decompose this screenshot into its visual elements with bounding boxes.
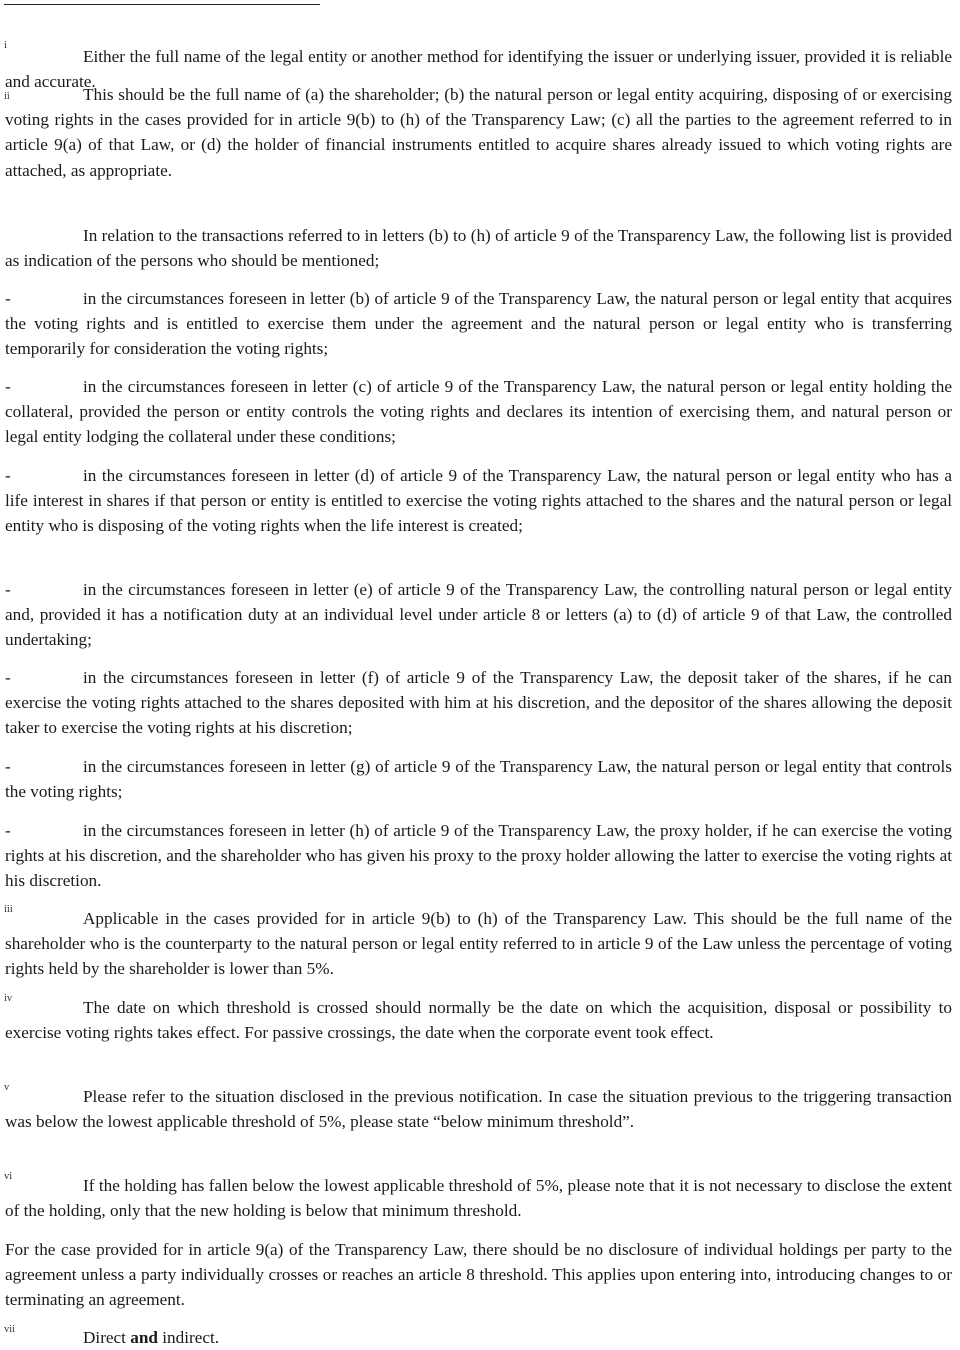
bullet-letter-d bbox=[5, 463, 952, 539]
footnote-v-text: Please refer to the situation disclosed in the previous notification. In case the situation previous to the triggering transaction was below the lowest applicable threshold of 5%, please state “below minimum threshold”. bbox=[5, 1087, 952, 1132]
bullet-text: in the circumstances foreseen in letter (e) of article 9 of the Transparency Law, the controlling natural person or legal entity and, provided it has a notification duty at an individual level under article 8 or letters (a) to (d) of article 9 of that Law, the controlled undertaking; bbox=[5, 580, 952, 650]
footnote-marker-iii: iii bbox=[4, 904, 13, 915]
bullet-dash: - bbox=[5, 377, 11, 396]
bullet-dash: - bbox=[5, 668, 11, 687]
footnote-marker-ii: ii bbox=[4, 91, 10, 102]
footnote-marker-v: v bbox=[4, 1082, 10, 1093]
footnote-vi-text: If the holding has fallen below the lowest applicable threshold of 5%, please note that it is not necessary to disclose the extent of the holding, only that the new holding is below that minimum threshold. bbox=[5, 1176, 952, 1221]
bullet-text: in the circumstances foreseen in letter (f) of article 9 of the Transparency Law, the deposit taker of the shares, if he can exercise the voting rights attached to the shares deposited with him at his discretion, and the depositor of the shares allowing the deposit taker to exercise the voting rights at his discretion; bbox=[5, 668, 952, 738]
bullet-letter-f bbox=[5, 665, 952, 741]
agreement-disclosure-note: For the case provided for in article 9(a) of the Transparency Law, there should be no disclosure of individual holdings per party to the agreement unless a party individually crosses or reaches an article 8 threshold. This applies upon entering into, introducing changes to or terminating an agreement. bbox=[5, 1240, 952, 1310]
footnote-i-text: Either the full name of the legal entity or another method for identifying the issuer or underlying issuer, provided it is reliable and accurate. bbox=[5, 47, 952, 92]
footnote-vii-bold: and bbox=[130, 1328, 158, 1347]
bullet-letter-b bbox=[5, 286, 952, 362]
footnote-marker-iv: iv bbox=[4, 993, 13, 1004]
relation-intro-paragraph: In relation to the transactions referred to in letters (b) to (h) of article 9 of the Transparency Law, the following list is provided as indication of the persons who should be mentioned; bbox=[5, 226, 952, 271]
bullet-dash: - bbox=[5, 821, 11, 840]
footnote-marker-vi: vi bbox=[4, 1171, 13, 1182]
bullet-letter-e bbox=[5, 577, 952, 653]
bullet-dash: - bbox=[5, 580, 11, 599]
footnote-vii-after: indirect. bbox=[157, 1328, 220, 1347]
footnote-ii-text: This should be the full name of (a) the shareholder; (b) the natural person or legal entity acquiring, disposing of or exercising voting rights in the cases provided for in article 9(b) to (h) of the Transparency Law; (c) all the parties to the agreement referred to in article 9(a) of that Law, or (d) the holder of financial instruments entitled to acquire shares already issued to which voting rights are attached, as appropriate. bbox=[5, 85, 952, 180]
bullet-dash: - bbox=[5, 466, 11, 485]
bullet-text: in the circumstances foreseen in letter (c) of article 9 of the Transparency Law, the natural person or legal entity holding the collateral, provided the person or entity controls the voting rights and declares its intention of exercising them, and natural person or legal entity lodging the collateral under these conditions; bbox=[5, 377, 952, 447]
footnote-vii-text bbox=[5, 1325, 952, 1350]
bullet-dash: - bbox=[5, 757, 11, 776]
footnote-iii-text: Applicable in the cases provided for in article 9(b) to (h) of the Transparency Law. This should be the full name of the shareholder who is the counterparty to the natural person or legal entity referred to in article 9 of the Law unless the percentage of voting rights held by the shareholder is lower than 5%. bbox=[5, 909, 952, 979]
footnote-iv-text: The date on which threshold is crossed should normally be the date on which the acquisition, disposal or possibility to exercise voting rights takes effect. For passive crossings, the date when the corporate event took effect. bbox=[5, 998, 952, 1043]
bullet-text: in the circumstances foreseen in letter (h) of article 9 of the Transparency Law, the proxy holder, if he can exercise the voting rights at his discretion, and the shareholder who has given his proxy to the proxy holder allowing the latter to exercise the voting rights at his discretion. bbox=[5, 821, 952, 891]
footnote-separator-rule bbox=[4, 4, 320, 5]
footnote-marker-vii: vii bbox=[4, 1324, 16, 1335]
footnote-marker-i: i bbox=[4, 40, 7, 51]
bullet-letter-c bbox=[5, 374, 952, 450]
bullet-text: in the circumstances foreseen in letter (b) of article 9 of the Transparency Law, the natural person or legal entity that acquires the voting rights and is entitled to exercise them under the agreement and the natural person or legal entity who is transferring temporarily for consideration the voting rights; bbox=[5, 289, 952, 359]
bullet-letter-h bbox=[5, 818, 952, 894]
bullet-dash: - bbox=[5, 289, 11, 308]
footnote-vii-before: Direct bbox=[83, 1328, 131, 1347]
bullet-text: in the circumstances foreseen in letter (g) of article 9 of the Transparency Law, the natural person or legal entity that controls the voting rights; bbox=[5, 757, 952, 802]
bullet-letter-g bbox=[5, 754, 952, 804]
bullet-text: in the circumstances foreseen in letter (d) of article 9 of the Transparency Law, the natural person or legal entity who has a life interest in shares if that person or entity is entitled to exercise the voting rights attached to the shares and the natural person or legal entity who is disposing of the voting rights when the life interest is created; bbox=[5, 466, 952, 536]
